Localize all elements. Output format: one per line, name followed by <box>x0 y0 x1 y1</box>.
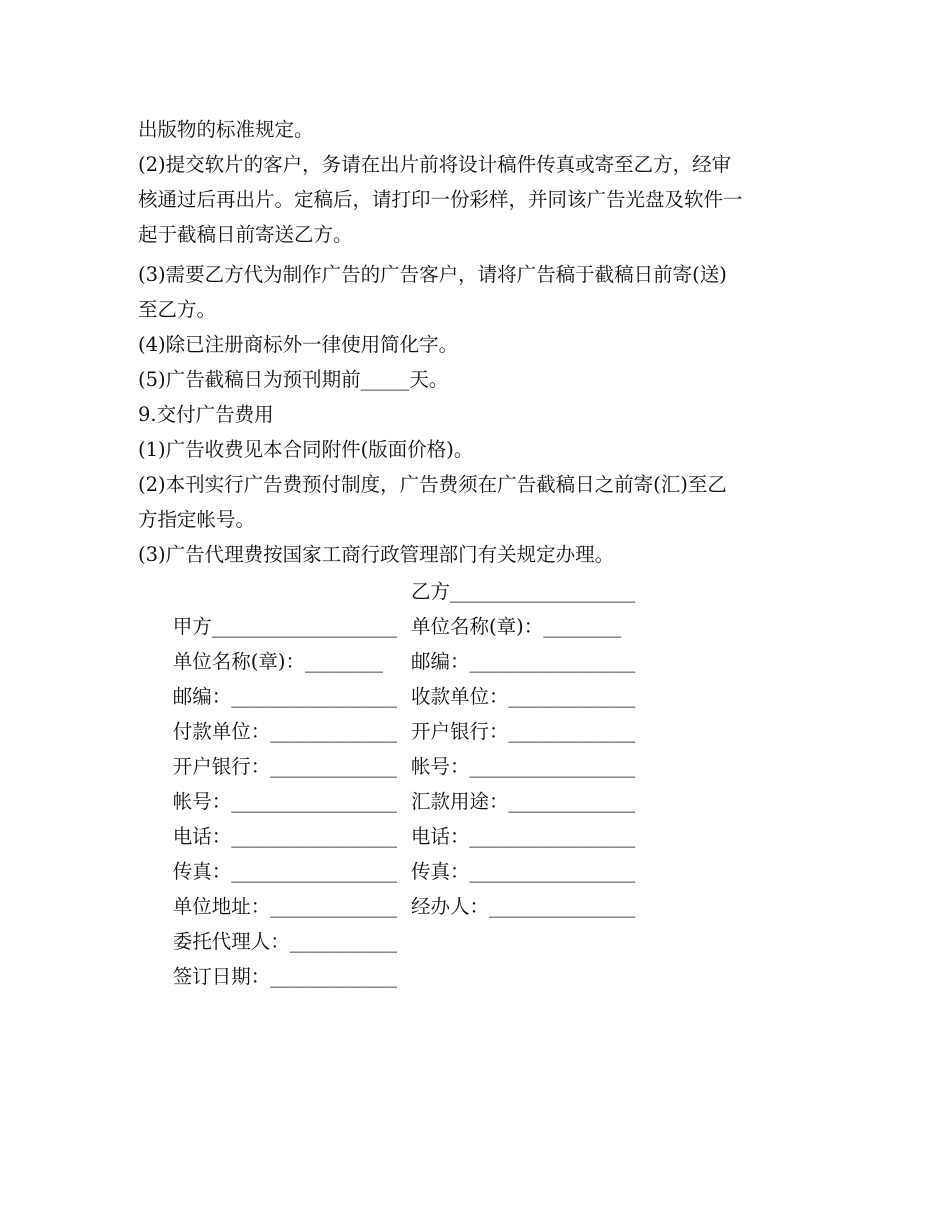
text-line: (1)广告收费见本合同附件(版面价格)。 <box>138 438 474 461</box>
party-b-field: 邮编：_________________ <box>411 650 636 673</box>
party-b-field: 帐号：_________________ <box>411 755 636 778</box>
party-a-field: 邮编：_________________ <box>172 685 398 708</box>
clause-fee-schedule <box>138 432 818 467</box>
text-line: (2)本刊实行广告费预付制度，广告费须在广告截稿日之前寄(汇)至乙 <box>138 473 727 496</box>
text-line: 出版物的标准规定。 <box>138 118 314 141</box>
party-b-field: 汇款用途：_____________ <box>411 790 636 813</box>
text-line: 方指定帐号。 <box>138 508 256 531</box>
party-a-field: 委托代理人：___________ <box>172 930 398 953</box>
clause-deadline <box>138 362 818 397</box>
party-a-field: 电话：_________________ <box>172 825 398 848</box>
party-a-field: 甲方___________________ <box>172 615 398 638</box>
signature-row-sign-date <box>148 924 397 1029</box>
party-b-field: 电话：_________________ <box>411 825 636 848</box>
section-heading-payment <box>138 397 818 432</box>
text-line: (4)除已注册商标外一律使用简化字。 <box>138 333 459 356</box>
text-line: 9.交付广告费用 <box>138 403 274 426</box>
clause-prepayment <box>138 467 818 537</box>
sign-date-field: 签订日期：_____________ <box>172 965 398 988</box>
text-line: 起于截稿日前寄送乙方。 <box>138 223 353 246</box>
party-b-field: 单位名称(章)：________ <box>411 615 622 638</box>
party-a-field: 传真：_________________ <box>172 860 398 883</box>
clause-submit-film <box>138 147 818 252</box>
party-b-field: 开户银行：_____________ <box>411 720 636 743</box>
text-line: (2)提交软片的客户，务请在出片前将设计稿件传真或寄至乙方，经审 <box>138 153 732 176</box>
party-a-field: 单位名称(章)：________ <box>172 650 384 673</box>
text-line: (3)需要乙方代为制作广告的广告客户，请将广告稿于截稿日前寄(送) <box>138 263 727 286</box>
party-a-field: 帐号：_________________ <box>172 790 398 813</box>
clause-end-of-previous <box>138 112 818 147</box>
party-a-field: 单位地址：_____________ <box>172 895 398 918</box>
text-line: 至乙方。 <box>138 298 217 321</box>
party-b-field: 传真：_________________ <box>411 860 636 883</box>
clause-agency-fee <box>138 537 818 572</box>
party-a-field: 付款单位：_____________ <box>172 720 398 743</box>
clause-simplified-characters <box>138 327 818 362</box>
party-b-field: 乙方___________________ <box>411 580 636 603</box>
text-line: (3)广告代理费按国家工商行政管理部门有关规定办理。 <box>138 543 615 566</box>
party-b-field: 收款单位：_____________ <box>411 685 636 708</box>
text-line: (5)广告截稿日为预刊期前_____天。 <box>138 368 449 391</box>
party-b-field: 经办人：_______________ <box>411 895 636 918</box>
clause-production-by-party-b <box>138 257 818 327</box>
text-line: 核通过后再出片。定稿后，请打印一份彩样，并同该广告光盘及软件一 <box>138 188 743 211</box>
party-a-field: 开户银行：_____________ <box>172 755 398 778</box>
